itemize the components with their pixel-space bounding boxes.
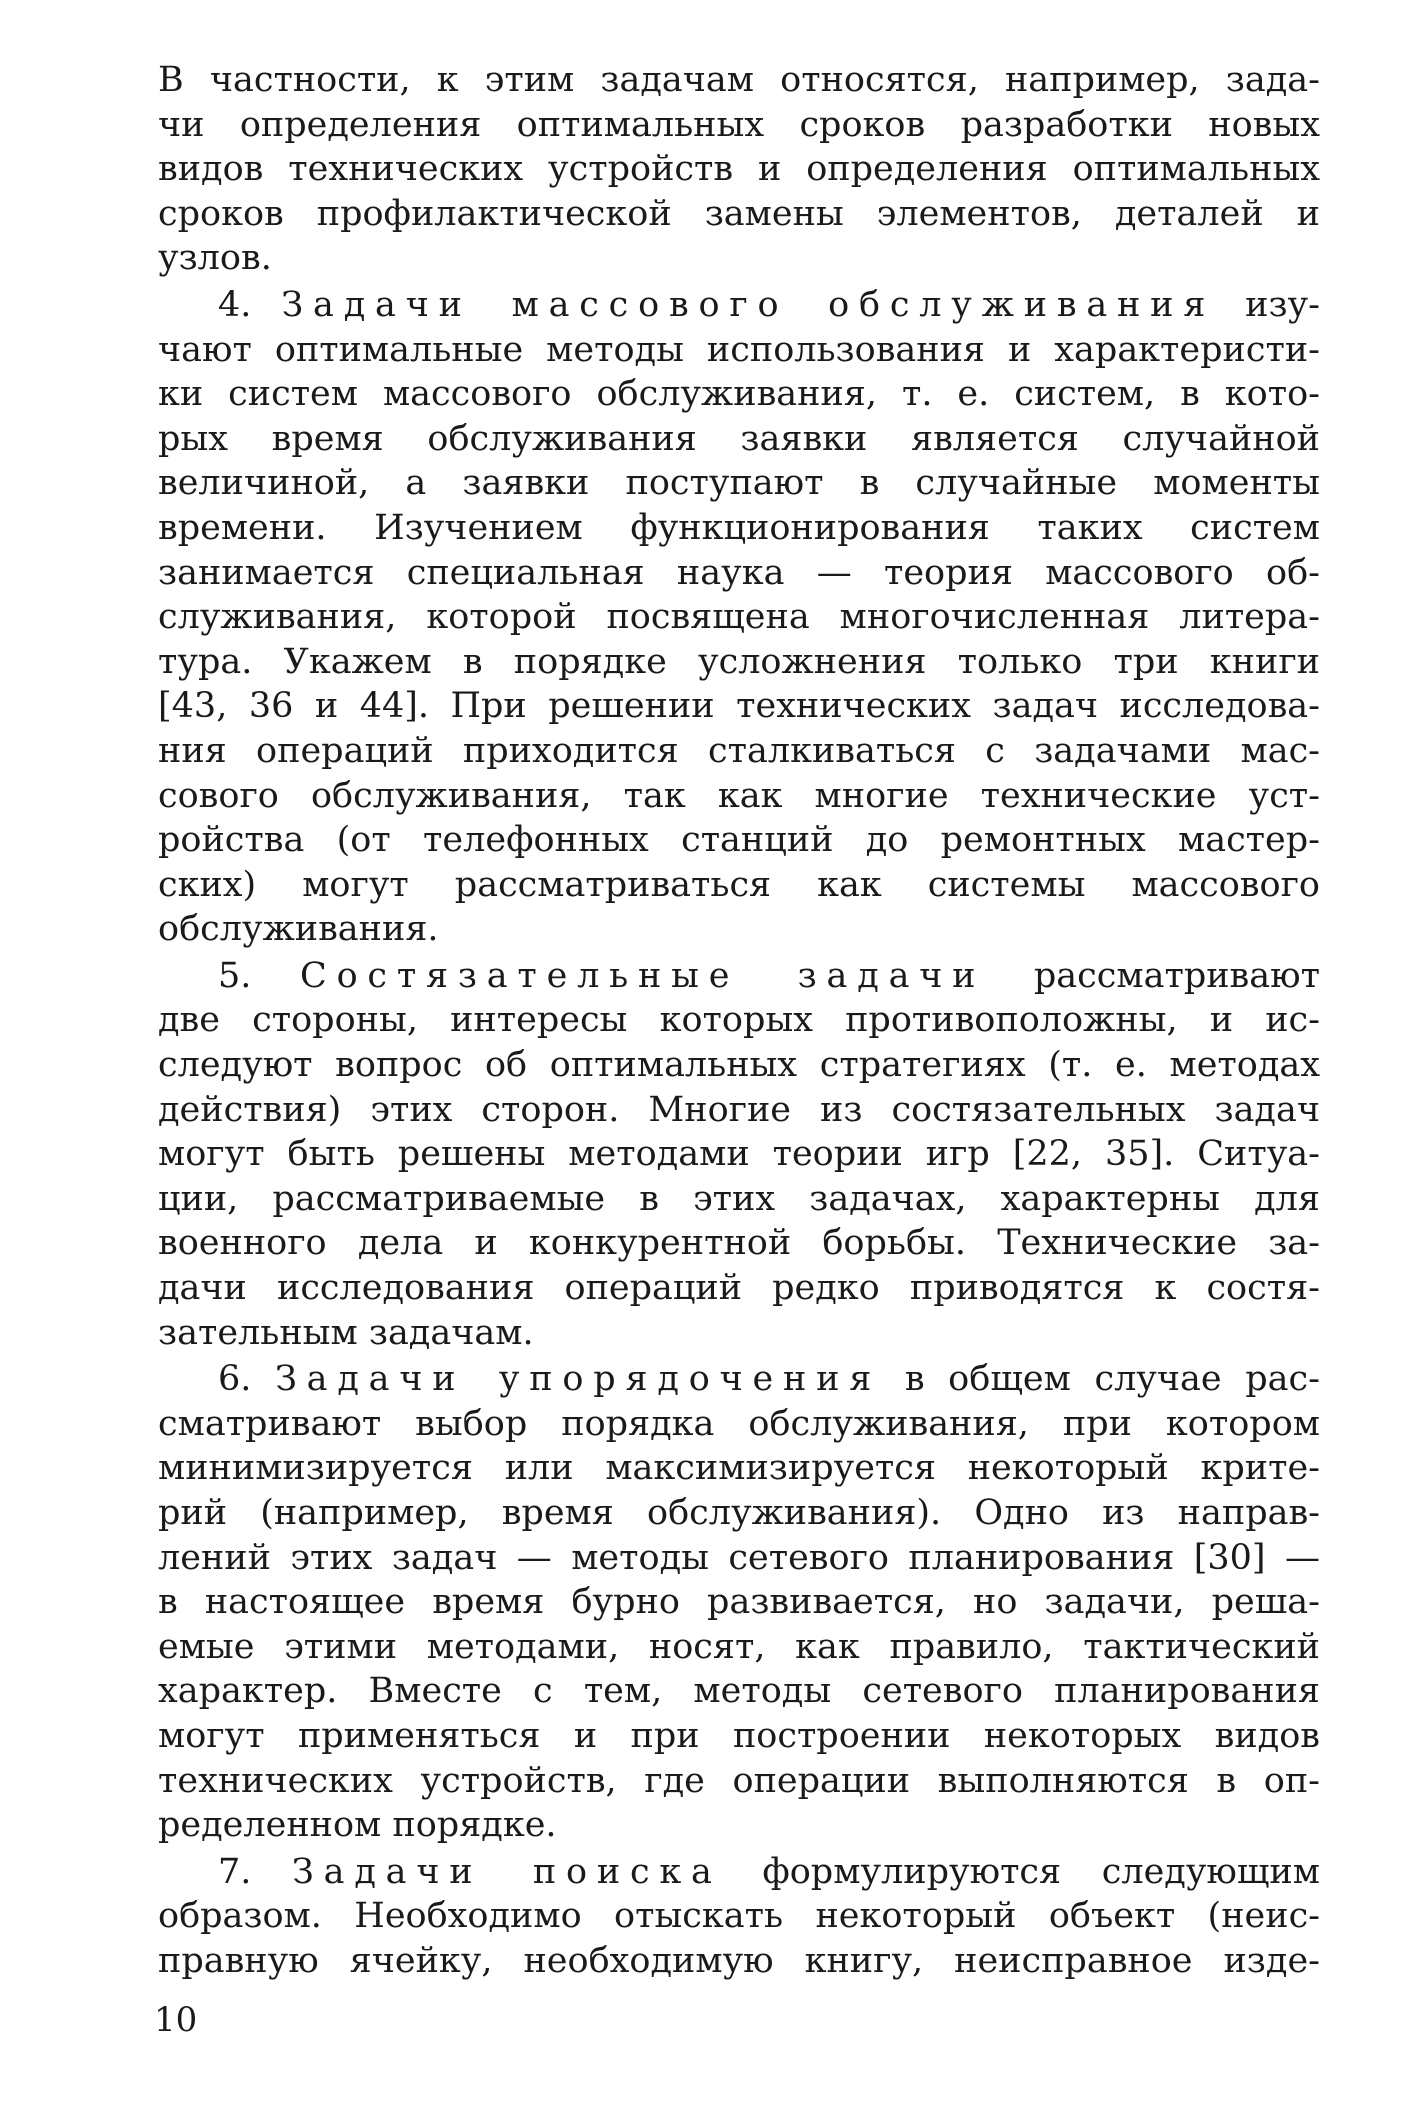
text-line: правную ячейку, необходимую книгу, неисправное изде- — [158, 1940, 1320, 1981]
text-line: служивания, которой посвящена многочисленная литера- — [158, 597, 1320, 638]
text-line: следуют вопрос об оптимальных стратегиях (т. е. методах — [158, 1045, 1320, 1086]
text-line: действия) этих сторон. Многие из состязательных задач — [158, 1089, 1320, 1130]
text-line: чают оптимальные методы использования и характеристи- — [158, 329, 1320, 370]
text-line: ределенном порядке. — [158, 1805, 557, 1846]
text-line: занимается специальная наука — теория массового об- — [158, 552, 1320, 593]
item-number: 5. — [218, 955, 252, 996]
first-line-rest: изу- — [1245, 284, 1320, 325]
paragraph-first-line — [158, 1850, 1320, 1895]
text-line: две стороны, интересы которых противоположны, и ис- — [158, 1000, 1320, 1041]
text-line: могут быть решены методами теории игр [22, 35]. Ситуа- — [158, 1134, 1320, 1175]
term-heading: Задачи упорядочения — [275, 1359, 882, 1400]
text-line: зательным задачам. — [158, 1312, 534, 1353]
text-line: ройства (от телефонных станций до ремонтных мастер- — [158, 820, 1320, 861]
text-line: военного дела и конкурентной борьбы. Технические за- — [158, 1223, 1320, 1264]
text-line: ния операций приходится сталкиваться с задачами мас- — [158, 730, 1320, 771]
term-heading: Задачи массового обслуживания — [281, 284, 1216, 325]
text-line: В частности, к этим задачам относятся, например, зада- — [158, 60, 1320, 100]
text-line: характер. Вместе с тем, методы сетевого планирования — [158, 1671, 1320, 1712]
paragraph-search-tasks — [158, 1850, 1320, 1984]
term-heading: Состязательные задачи — [299, 955, 986, 996]
text-line: чи определения оптимальных сроков разработки новых — [158, 104, 1320, 145]
paragraph-first-line — [158, 954, 1320, 999]
text-line: образом. Необходимо отыскать некоторый объект (неис- — [158, 1896, 1320, 1937]
first-line-rest: в общем случае рас- — [904, 1359, 1320, 1400]
text-line: ции, рассматриваемые в этих задачах, характерны для — [158, 1178, 1320, 1219]
text-line: ских) могут рассматриваться как системы массового — [158, 864, 1320, 905]
paragraph-competitive-tasks — [158, 954, 1320, 1355]
text-line: технических устройств, где операции выполняются в оп- — [158, 1760, 1320, 1801]
text-line: ки систем массового обслуживания, т. е. систем, в кото- — [158, 374, 1320, 415]
text-line: обслуживания. — [158, 909, 439, 950]
text-line: сового обслуживания, так как многие технические уст- — [158, 775, 1320, 816]
text-line: емые этими методами, носят, как правило, тактический — [158, 1626, 1320, 1667]
term-heading: Задачи поиска — [292, 1851, 722, 1892]
paragraph-continuation — [158, 58, 1320, 281]
text-line: могут применяться и при построении некоторых видов — [158, 1715, 1320, 1756]
text-line: величиной, а заявки поступают в случайные моменты — [158, 463, 1320, 504]
text-line: в настоящее время бурно развивается, но задачи, реша- — [158, 1582, 1320, 1623]
first-line-rest: формулируются следующим — [762, 1851, 1320, 1892]
first-line-rest: рассматривают — [1033, 955, 1320, 996]
text-line: [43, 36 и 44]. При решении технических задач исследова- — [158, 686, 1320, 727]
book-page-text — [158, 58, 1320, 1984]
item-number: 6. — [218, 1359, 252, 1400]
text-line: рий (например, время обслуживания). Одно из направ- — [158, 1493, 1320, 1533]
text-line: дачи исследования операций редко приводятся к состя- — [158, 1268, 1320, 1309]
text-line: узлов. — [158, 238, 272, 279]
paragraph-queueing-tasks — [158, 283, 1320, 952]
text-line: сроков профилактической замены элементов, деталей и — [158, 193, 1320, 234]
text-line: рых время обслуживания заявки является случайной — [158, 418, 1320, 459]
text-line: времени. Изучением функционирования таких систем — [158, 507, 1320, 548]
text-line: тура. Укажем в порядке усложнения только три книги — [158, 641, 1320, 682]
text-line: сматривают выбор порядка обслуживания, при котором — [158, 1403, 1320, 1444]
text-line: минимизируется или максимизируется некоторый крите- — [158, 1448, 1320, 1489]
paragraph-ordering-tasks — [158, 1357, 1320, 1848]
paragraph-first-line — [158, 1357, 1320, 1402]
item-number: 7. — [218, 1851, 252, 1892]
page-number: 10 — [154, 2000, 198, 2040]
text-line: видов технических устройств и определения оптимальных — [158, 149, 1320, 190]
item-number: 4. — [218, 284, 252, 325]
text-line: лений этих задач — методы сетевого планирования [30] — — [158, 1537, 1320, 1578]
paragraph-first-line — [158, 283, 1320, 328]
